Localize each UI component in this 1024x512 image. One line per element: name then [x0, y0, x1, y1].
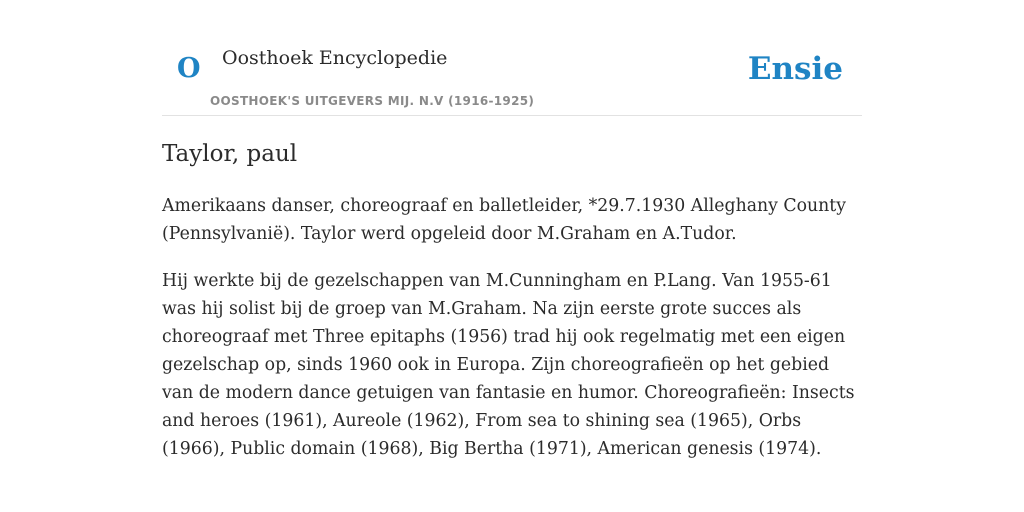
encyclopedia-header — [162, 0, 862, 116]
entry-body — [162, 192, 862, 482]
content-container — [162, 0, 862, 459]
entry-paragraph: Hij werkte bij de gezelschappen van M.Cunningham en P.Lang. Van 1955-61 was hij solist bij de groep van M.Graham. Na zijn eerste grote succes als choreograaf met Three epitaphs (1956) trad hij ook regelmatig met een eigen gezelschap op, sinds 1960 ook in Europa. Zijn choreografieën op het gebied van de modern dance getuigen van fantasie en humor. Choreografieën: Insects and heroes (1961), Aureole (1962), From sea to shining sea (1965), Orbs (1966), Public domain (1968), Big Bertha (1971), American genesis (1974). — [162, 271, 855, 459]
encyclopedia-title-link[interactable]: Oosthoek Encyclopedie — [222, 47, 448, 69]
entry-paragraph: Amerikaans danser, choreograaf en balletleider, *29.7.1930 Alleghany County (Pennsylvanië). Taylor werd opgeleid door M.Graham en A.Tudor. — [162, 196, 846, 244]
encyclopedia-logo[interactable]: O — [177, 53, 201, 84]
entry-title: Taylor, paul — [162, 141, 298, 167]
ensie-brand-link[interactable]: Ensie — [747, 51, 843, 87]
publisher-label: OOSTHOEK'S UITGEVERS MIJ. N.V (1916-1925) — [210, 94, 535, 108]
